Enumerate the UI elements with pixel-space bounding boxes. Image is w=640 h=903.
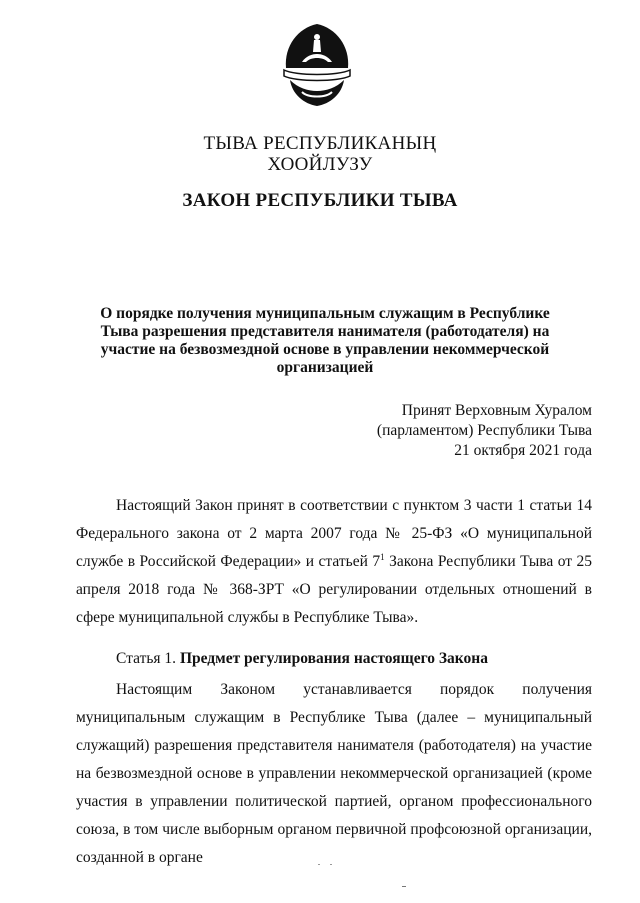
preamble-text-part2: Закона Республики Тыва от 25 апреля 2018 года № 368-ЗРТ «О регулировании отдельных отношений в сфере муниципальной службы в Республике Тыва». — [76, 553, 592, 626]
law-title — [95, 305, 555, 377]
republic-name-tuvan — [0, 133, 640, 175]
article-1-label: Статья 1. — [116, 650, 180, 667]
coat-of-arms-icon — [280, 18, 354, 110]
republic-name-line2: ХООЙЛУЗУ — [267, 154, 373, 175]
adoption-date: 21 октября 2021 года — [454, 442, 592, 459]
law-title-line3: участие на безвозмездной основе в управлении некоммерческой — [100, 341, 550, 358]
preamble-paragraph — [76, 492, 592, 632]
adoption-line2: (парламентом) Республики Тыва — [376, 422, 592, 439]
law-title-line2: Тыва разрешения представителя нанимателя (работодателя) на — [100, 323, 550, 340]
adoption-line1: Принят Верховным Хуралом — [401, 402, 592, 419]
preamble-text-part1: Настоящий Закон принят в соответствии с пунктом 3 части 1 статьи 14 Федерального закона от 2 марта 2007 года № 25-ФЗ «О муниципальной службе в Российской Федерации» и статьей 7 — [76, 497, 592, 570]
law-title-line1: О порядке получения муниципальным служащим в Республике — [100, 305, 550, 322]
article-1-paragraph: Настоящим Законом устанавливается порядок получения муниципальным служащим в Республике Тыва (далее – муниципальный служащий) разрешения представителя нанимателя (работодателя) на участие на безвозмездной основе в управлении некоммерческой организацией (кроме участия в управлении политической партией, органом профессионального союза, в том числе выборным органом первичной профсоюзной организации, созданной в органе — [76, 681, 592, 866]
law-heading: ЗАКОН РЕСПУБЛИКИ ТЫВА — [182, 190, 458, 211]
article-1-heading — [116, 650, 488, 668]
article-1-title: Предмет регулирования настоящего Закона — [179, 650, 488, 667]
law-title-line4: организацией — [276, 359, 374, 376]
preamble-superscript: 1 — [380, 551, 385, 562]
adoption-note — [377, 401, 592, 461]
scan-specks-icon — [310, 858, 430, 898]
republic-name-line1: ТЫВА РЕСПУБЛИКАНЫҢ — [203, 133, 437, 154]
